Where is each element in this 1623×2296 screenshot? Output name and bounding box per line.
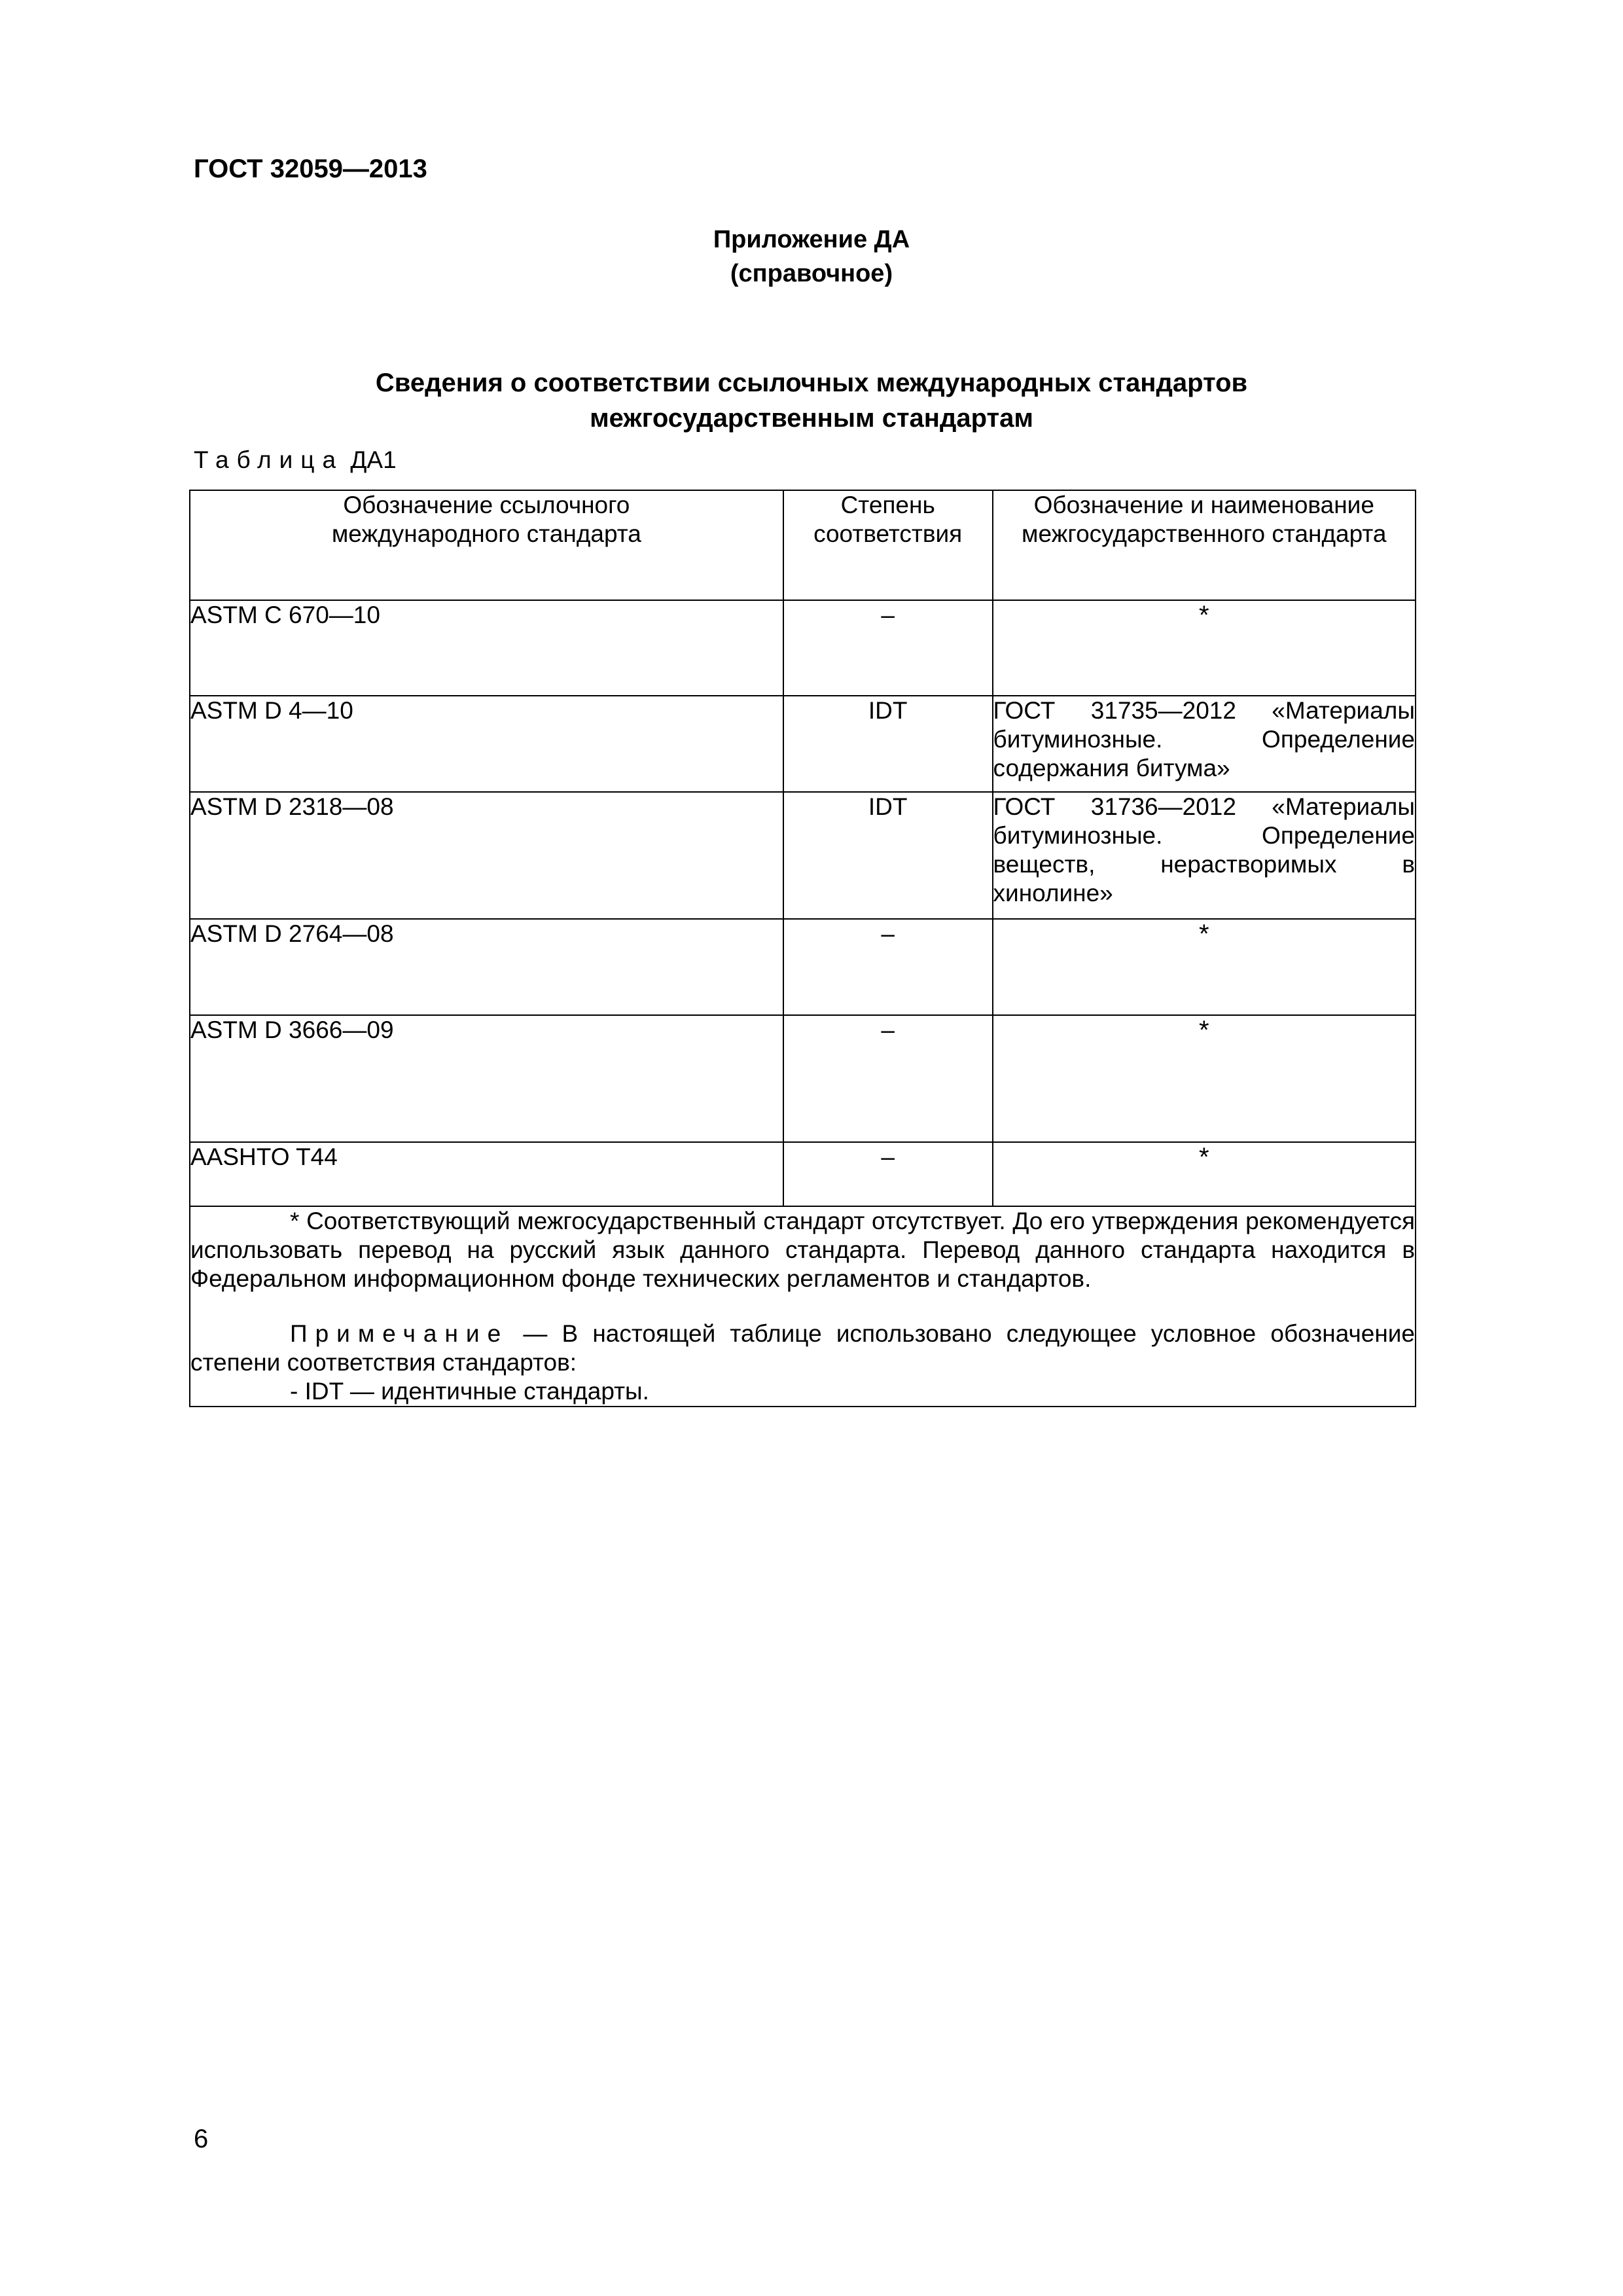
table-caption-number: ДА1: [350, 446, 397, 473]
header-col2-line2: соответствия: [813, 520, 963, 547]
table-row: [190, 1015, 1416, 1142]
cell-standard: ASTM D 3666—09: [190, 1015, 783, 1142]
cell-standard: ASTM D 4—10: [190, 696, 783, 792]
header-international-standard: [190, 490, 783, 600]
note-paragraph: [190, 1319, 1415, 1377]
cell-degree: IDT: [783, 696, 993, 792]
cell-degree: –: [783, 1142, 993, 1206]
table-header-row: [190, 490, 1416, 600]
footnote-text: * Соответствующий межгосударственный стандарт отсутствует. До его утверждения рекомендуется использовать перевод на русский язык данного стандарта. Перевод данного стандарта находится в Федеральном информационном фонде технических регламентов и стандартов.: [190, 1208, 1415, 1292]
header-col2-line1: Степень: [840, 492, 935, 518]
cell-interstate-name: *: [993, 600, 1416, 696]
correspondence-table: [189, 490, 1416, 1407]
table-row: [190, 792, 1416, 919]
table-caption: [194, 446, 397, 474]
cell-degree: –: [783, 919, 993, 1015]
cell-interstate-name: *: [993, 1015, 1416, 1142]
table-row: [190, 600, 1416, 696]
table-footnote-row: [190, 1206, 1416, 1407]
cell-degree: –: [783, 600, 993, 696]
cell-standard: ASTM D 2764—08: [190, 919, 783, 1015]
table-row: [190, 919, 1416, 1015]
header-degree: [783, 490, 993, 600]
table-row: [190, 1142, 1416, 1206]
document-code: ГОСТ 32059—2013: [194, 154, 427, 183]
cell-interstate-name: *: [993, 1142, 1416, 1206]
cell-degree: IDT: [783, 792, 993, 919]
cell-interstate-name: *: [993, 919, 1416, 1015]
table-row: [190, 696, 1416, 792]
cell-interstate-name: ГОСТ 31735—2012 «Материалы битуминозные. Определение содержания битума»: [993, 696, 1416, 792]
header-col1-line2: международного стандарта: [331, 520, 641, 547]
appendix-title: Приложение ДА: [713, 226, 910, 253]
section-title-line-2: межгосударственным стандартам: [590, 404, 1033, 433]
page-number: 6: [194, 2125, 209, 2153]
cell-interstate-name: ГОСТ 31736—2012 «Материалы битуминозные. Определение веществ, нерастворимых в хинолине»: [993, 792, 1416, 919]
cell-standard: ASTM C 670—10: [190, 600, 783, 696]
cell-standard: AASHTO T44: [190, 1142, 783, 1206]
cell-degree: –: [783, 1015, 993, 1142]
header-col3-line1: Обозначение и наименование: [1033, 492, 1374, 518]
note-text: — В настоящей таблице использовано следующее условное обозначение степени соответствия стандартов:: [190, 1320, 1415, 1376]
appendix-status: (справочное): [730, 260, 893, 287]
section-title: [0, 365, 1623, 436]
table-caption-label: Таблица: [194, 446, 344, 473]
table-footnote: [190, 1206, 1416, 1407]
header-col3-line2: межгосударственного стандарта: [1022, 520, 1387, 547]
note-list-item: - IDT — идентичные стандарты.: [290, 1378, 649, 1405]
appendix-heading: [0, 223, 1623, 291]
note-label: Примечание: [290, 1320, 509, 1347]
header-interstate-standard: [993, 490, 1416, 600]
cell-standard: ASTM D 2318—08: [190, 792, 783, 919]
header-col1-line1: Обозначение ссылочного: [343, 492, 630, 518]
section-title-line-1: Сведения о соответствии ссылочных международных стандартов: [375, 368, 1248, 397]
